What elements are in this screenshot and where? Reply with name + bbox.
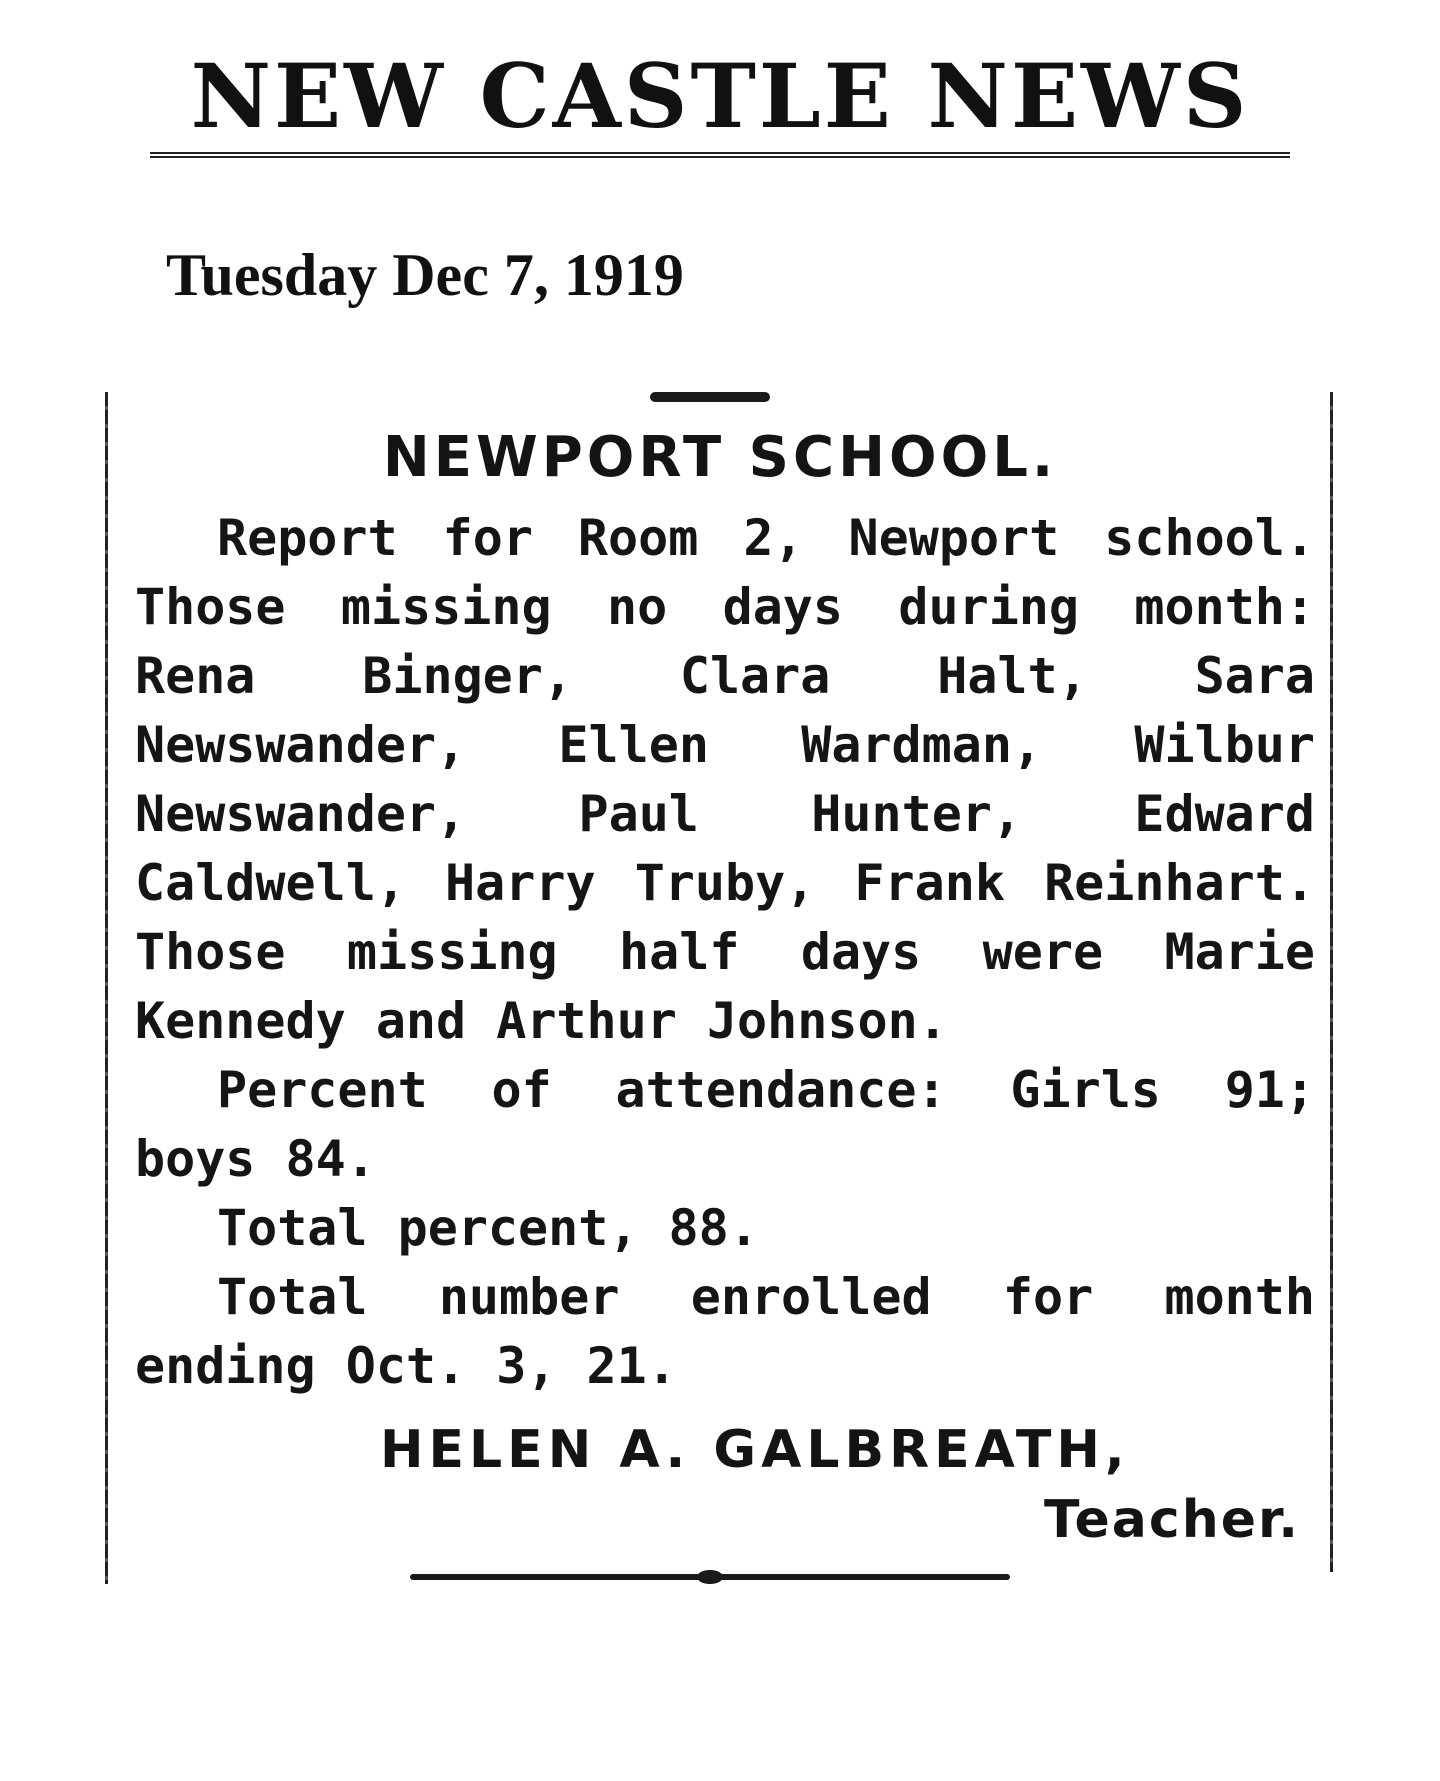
newspaper-name: NEW CASTLE NEWS — [190, 44, 1250, 148]
ornament-rule — [410, 1570, 1010, 1584]
column-rule-right — [1330, 392, 1333, 1572]
article-paragraph: Total percent, 88. — [217, 1199, 759, 1257]
article-paragraph: Report for Room 2, Newport school. Those missing no days during month: Rena Binger, Clara Halt, Sara Newswander, Ellen Wardman, Wilbur Newswander, Paul Hunter, Edward Caldwell, Harry Truby, Frank Reinhart. Those missing half days were Marie Kennedy and Arthur Johnson. — [135, 509, 1315, 1050]
article-paragraph: Percent of attendance: Girls 91; boys 84. — [135, 1061, 1315, 1188]
article-paragraph: Total number enrolled for month ending Oct. 3, 21. — [135, 1268, 1315, 1395]
teacher-name: HELEN A. GALBREATH, — [380, 1420, 1130, 1480]
masthead-rule — [150, 152, 1290, 158]
news-clipping — [105, 392, 1335, 1584]
article-headline: NEWPORT SCHOOL. — [382, 425, 1058, 490]
column-rule-left — [105, 392, 108, 1584]
ornament-dot — [697, 1570, 723, 1584]
ornament-dash — [650, 392, 770, 402]
masthead — [150, 40, 1290, 170]
teacher-title: Teacher. — [1043, 1490, 1300, 1550]
publication-date: Tuesday Dec 7, 1919 — [166, 242, 684, 308]
article-body — [135, 504, 1315, 1401]
